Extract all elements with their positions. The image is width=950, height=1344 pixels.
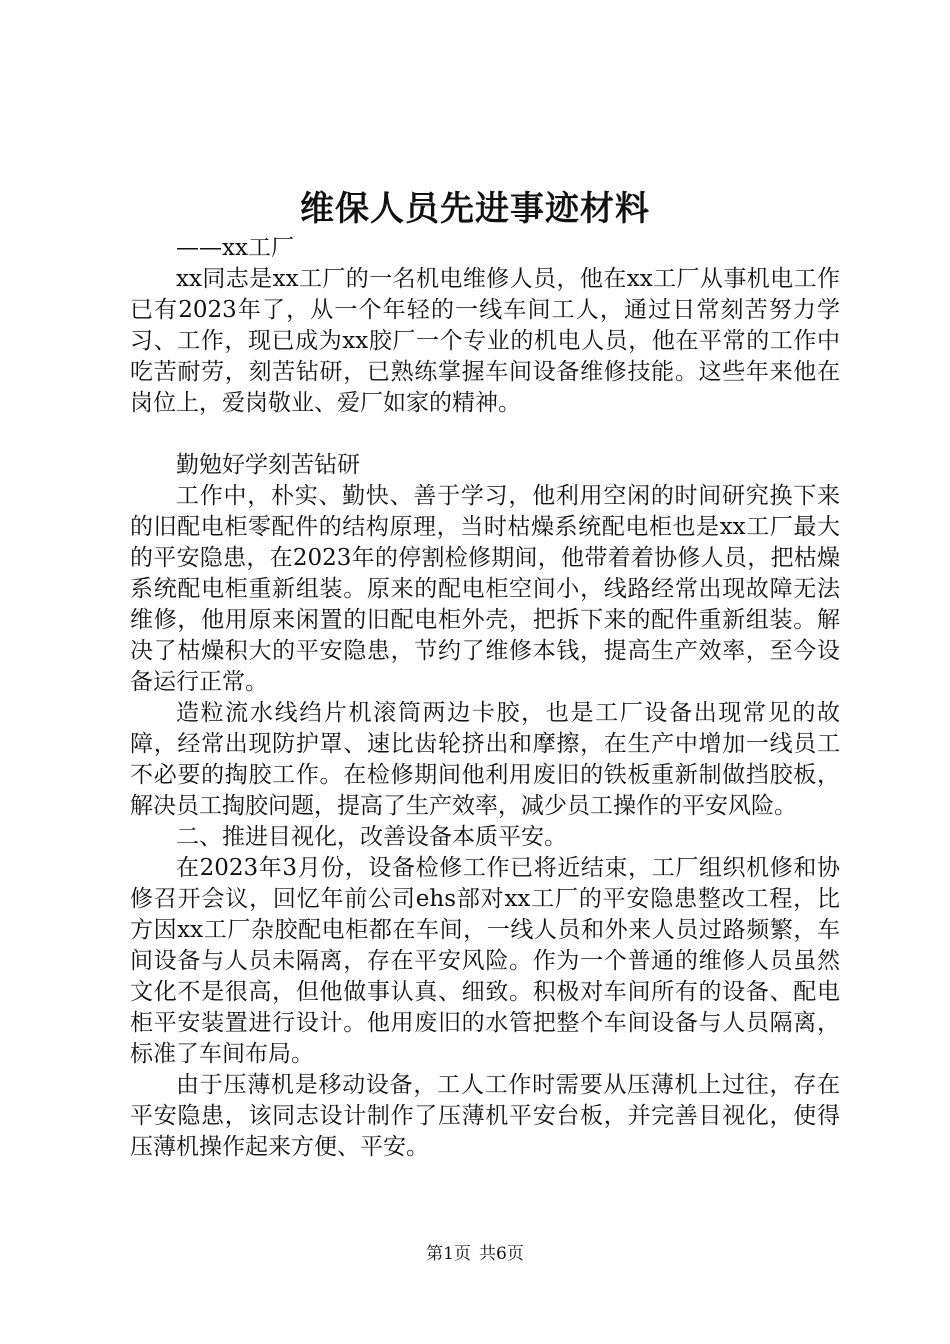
paragraph-power-cabinet: 工作中，朴实、勤快、善于学习，他利用空闲的时间研究换下来的旧配电柜零配件的结构原理，当时枯燥系统配电柜也是xx工厂最大的平安隐患，在2023年的停割检修期间，他带着着协修人员，把枯燥系统配电柜重新组装。原来的配电柜空间小，线路经常出现故障无法维修，他用原来闲置的旧配电柜外壳，把拆下来的配件重新组装。解决了枯燥积大的平安隐患，节约了维修本钱，提高生产效率，至今设备运行正常。 [130,483,840,695]
page-total: 共6页 [479,1244,524,1264]
paragraph-granulation-line: 造粒流水线绉片机滚筒两边卡胶，也是工厂设备出现常见的故障，经常出现防护罩、速比齿轮挤出和摩擦，在生产中增加一线员工不必要的掏胶工作。在检修期间他利用废旧的铁板重新制做挡胶板，解决员工掏胶问题，提高了生产效率，减少员工操作的平安风险。 [130,700,840,819]
document-body [130,233,840,1163]
document-title: 维保人员先进事迹材料 [300,189,650,229]
page-number: 第1页 [426,1244,471,1264]
paragraph-isolation: 在2023年3月份，设备检修工作已将近结束，工厂组织机修和协修召开会议，回忆年前公司ehs部对xx工厂的平安隐患整改工程，比方因xx工厂杂胶配电柜都在车间，一线人员和外来人员过路频繁，车间设备与人员未隔离，存在平安风险。作为一个普通的维修人员虽然文化不是很高，但他做事认真、细致。积极对车间所有的设备、配电柜平安装置进行设计。他用废旧的水管把整个车间设备与人员隔离，标准了车间布局。 [130,855,840,1067]
intro-paragraph: xx同志是xx工厂的一名机电维修人员，他在xx工厂从事机电工作已有2023年了，从一个年轻的一线车间工人，通过日常刻苦努力学习、工作，现已成为xx胶厂一个专业的机电人员，他在平常的工作中吃苦耐劳，刻苦钻研，已熟练掌握车间设备维修技能。这些年来他在岗位上，爱岗敬业、爱厂如家的精神。 [130,266,840,416]
author-line: ——xx工厂 [176,235,294,261]
page-footer [0,1242,950,1266]
section-heading-visualization: 二、推进目视化，改善设备本质平安。 [176,824,567,850]
section-heading-study: 勤勉好学刻苦钻研 [176,452,360,478]
paragraph-press-machine: 由于压薄机是移动设备，工人工作时需要从压薄机上过往，存在平安隐患，该同志设计制作了压薄机平安台板，并完善目视化，使得压薄机操作起来方便、平安。 [130,1072,840,1160]
